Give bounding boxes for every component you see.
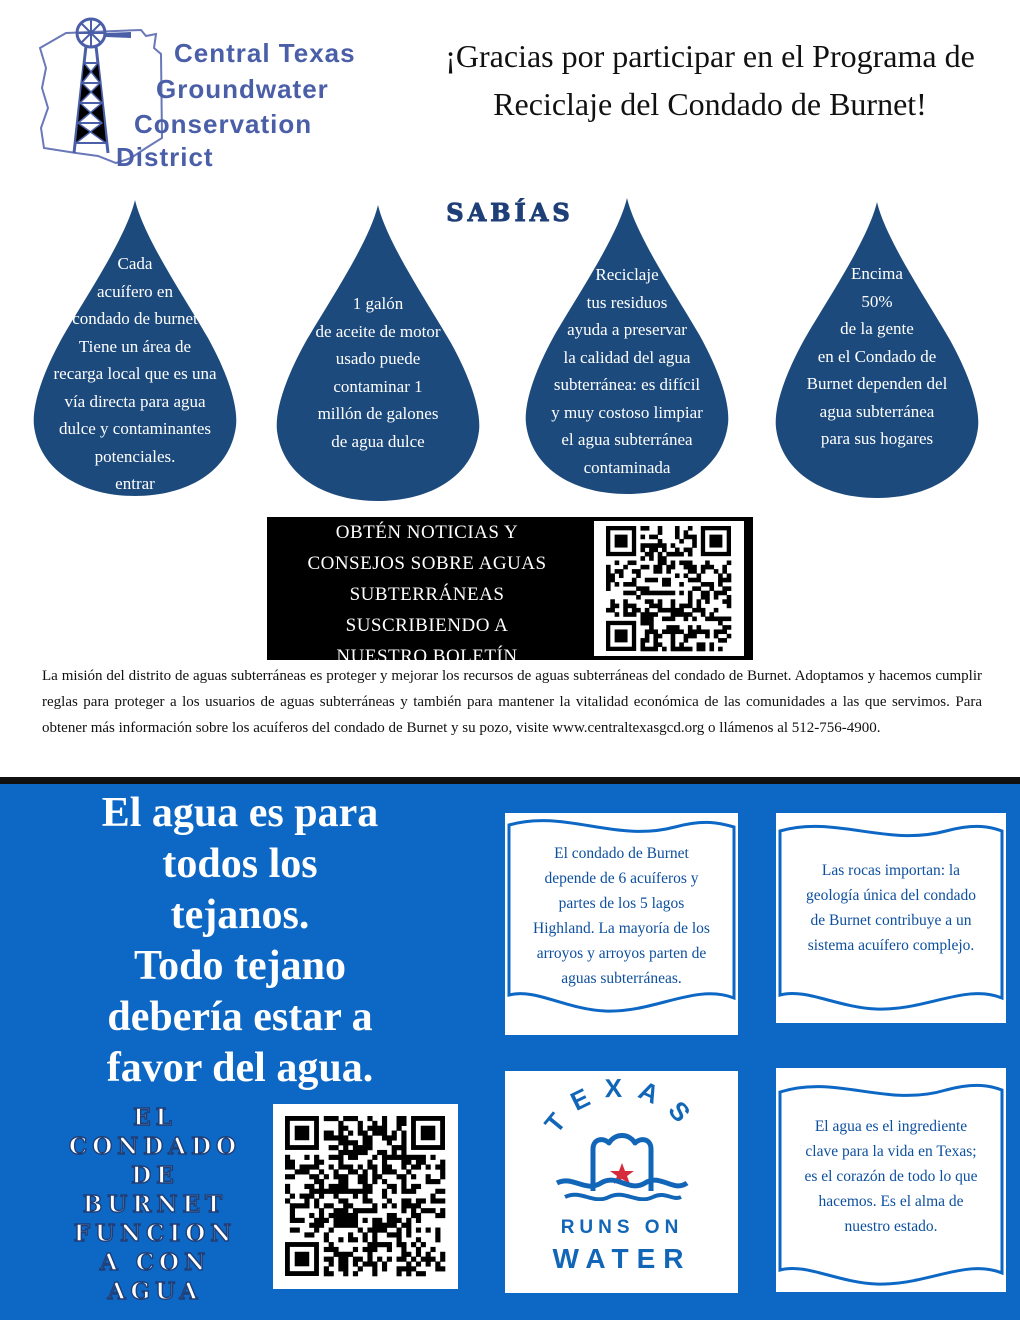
card-2-line: geología única del condado [805,887,976,904]
drop-1-line: entrar [115,474,155,493]
slogan-line: tejanos. [170,892,310,938]
texas-runs-on-water-qr-code[interactable] [273,1104,458,1289]
drop-3-line: tus residuos [586,292,668,312]
card-1-line: aguas subterráneas. [561,970,682,987]
card-3-line: clave para la vida en Texas; [805,1143,977,1160]
drop-2-line: de agua dulce [331,431,425,451]
drop-2-line: de aceite de motor [315,321,441,341]
drop-3-line: el agua subterránea [561,430,693,449]
drop-4-line: agua subterránea [819,401,935,421]
condado-line: A CON [99,1249,211,1276]
drop-3-line: y muy costoso limpiar [551,402,703,422]
logo-line-1: Central Texas [174,38,356,68]
drop-2-line: 1 galón [352,294,404,313]
drop-2-line: millón de galones [317,404,439,423]
slogan-line: todos los [162,841,318,887]
card-3-line: es el corazón de todo lo que [804,1168,978,1185]
condado-line: EL [133,1104,177,1131]
card-1-line: El condado de Burnet [554,845,689,862]
fact-drop-3 [522,196,732,496]
district-logo [36,8,366,173]
card-3-line: hacemos. Es el alma de [818,1193,964,1210]
newsletter-box [267,517,753,667]
slogan-line: debería estar a [107,994,373,1040]
fact-card-water-heart [776,1068,1006,1292]
svg-text:TEXAS: TEXAS [538,1072,706,1139]
drop-2-line: usado puede [335,349,421,368]
drop-4-line: para sus hogares [820,429,934,448]
drop-1-line: Cada [117,254,153,273]
drop-3-line: Reciclaje [595,265,659,284]
condado-line: DE [131,1162,179,1189]
slogan-line: El agua es para [101,790,379,836]
drop-4-line: en el Condado de [817,346,937,366]
fact-drop-1 [30,198,240,498]
card-1-line: partes de los 5 lagos [558,895,685,912]
drop-1-line: Tiene un área de [78,336,192,356]
section-divider [0,777,1020,784]
newsletter-text [277,517,577,672]
newsletter-line: SUBTERRÁNEAS [349,584,505,605]
drop-1-line: acuífero en [97,281,173,301]
card-1-line: arroyos y arroyos parten de [536,945,707,962]
card-2-line: Las rocas importan: la [821,862,961,879]
runs-on-text: RUNS ON [560,1217,684,1238]
fact-drop-2 [273,203,483,503]
texas-runs-on-water-logo [505,1071,738,1293]
card-3-line: nuestro estado. [844,1218,938,1235]
water-text: WATER [552,1243,692,1274]
slogan [40,788,440,1094]
condado-heading [50,1103,260,1306]
qr-code-icon [273,1104,458,1289]
card-2-line: de Burnet contribuye a un [810,912,972,929]
texas-logo-graphic [505,1071,738,1201]
drop-3-line: la calidad del agua [563,347,691,367]
card-1-line: Highland. La mayoría de los [533,920,710,937]
logo-line-2: Groundwater [156,74,329,104]
slogan-line: Todo tejano [134,943,346,989]
qr-code-icon [594,521,744,656]
condado-line: AGUA [107,1278,203,1305]
newsletter-line: NUESTRO BOLETÍN [336,646,518,667]
drop-3-line: contaminada [583,457,671,477]
logo-line-4: District [116,142,214,172]
drop-4-line: Burnet dependen del [806,374,948,393]
newsletter-qr-code[interactable] [594,521,744,656]
drop-3-line: subterránea: es difícil [553,375,701,394]
page-title: ¡Gracias por participar en el Programa de Reciclaje del Condado de Burnet! [445,38,975,122]
drop-4-line: de la gente [840,319,914,338]
newsletter-line: SUSCRIBIENDO A [345,615,509,636]
mission-statement: La misión del distrito de aguas subterráneas es proteger y mejorar los recursos de aguas subterráneas del condado de Burnet. Adoptamos y hacemos cumplir reglas para proteger a los usuarios de aguas subterráneas y también para mantener la vitalidad económica de las comunidades a las que servimos. Para obtener más información sobre los acuíferos del condado de Burnet y su pozo, visite www.centraltexasgcd.org o llámenos al 512-756-4900. [42,668,982,736]
drop-4-line: Encima [851,264,903,283]
drop-1-line: condado de burnet [72,309,198,328]
newsletter-line: OBTÉN NOTICIAS Y [335,522,519,543]
card-2-line: sistema acuífero complejo. [807,937,975,954]
drop-4-line: 50% [861,291,893,311]
drop-1-line: potenciales. [94,446,176,466]
sabias-heading: SABÍAS [446,198,574,227]
condado-line: FUNCION [73,1220,237,1247]
condado-line: CONDADO [68,1133,242,1160]
card-3-line: El agua es el ingrediente [814,1118,968,1135]
slogan-line: favor del agua. [106,1045,374,1091]
newsletter-line: CONSEJOS SOBRE AGUAS [307,553,547,574]
fact-drop-4 [772,200,982,500]
drop-3-line: ayuda a preservar [567,320,687,339]
drop-2-line: contaminar 1 [333,376,423,396]
drop-1-line: vía directa para agua [64,391,206,411]
fact-card-aquifers [505,813,738,1035]
drop-1-line: dulce y contaminantes [58,419,211,438]
condado-line: BURNET [82,1191,228,1218]
logo-line-3: Conservation [134,109,313,139]
card-1-line: depende de 6 acuíferos y [544,870,699,887]
drop-1-line: recarga local que es una [53,364,217,383]
fact-card-geology [776,813,1006,1023]
